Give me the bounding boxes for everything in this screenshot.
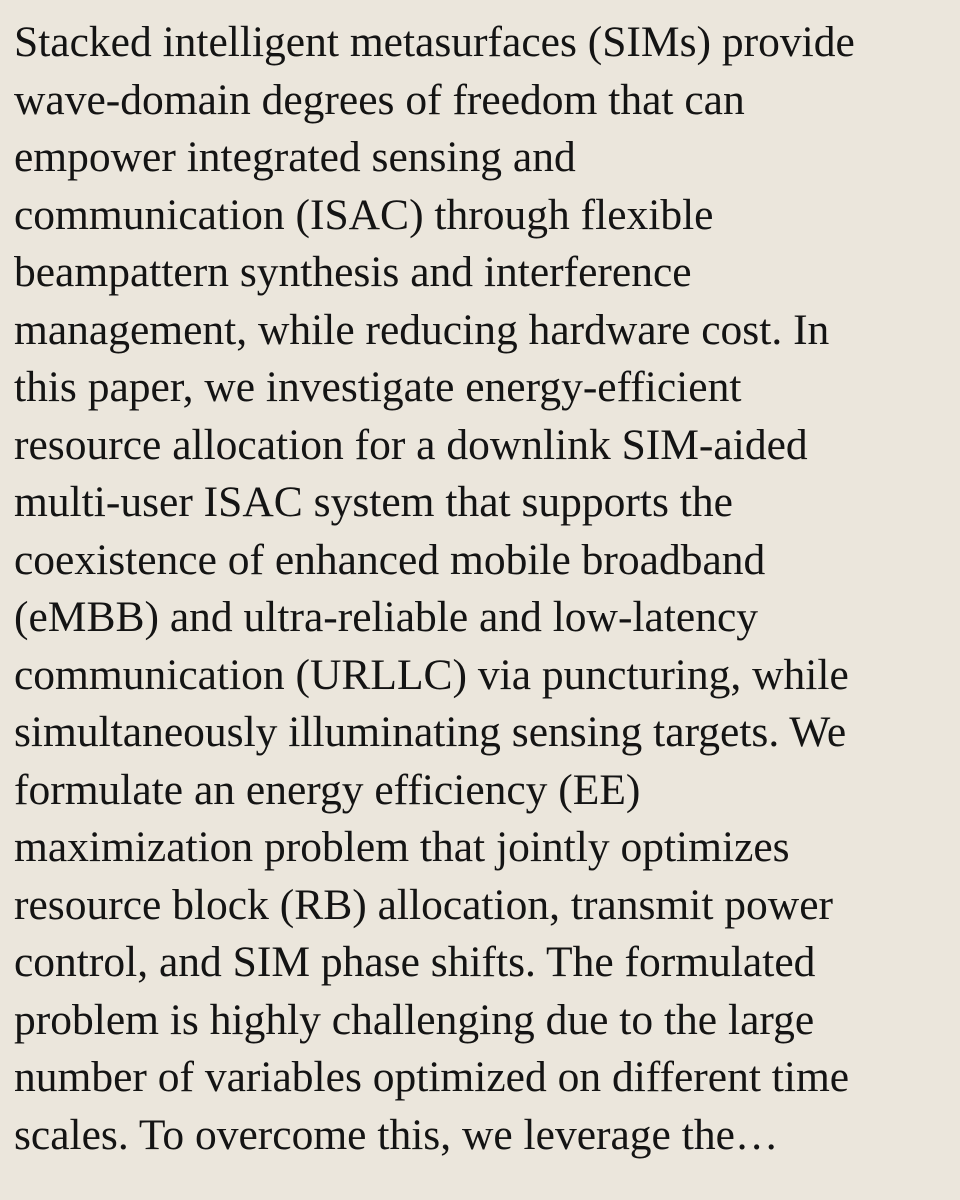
text-line: multi-user ISAC system that supports the: [14, 478, 733, 526]
text-line: scales. To overcome this, we leverage the…: [14, 1110, 779, 1159]
text-line: management, while reducing hardware cost. In: [14, 305, 830, 354]
text-line: maximization problem that jointly optimizes: [14, 823, 790, 871]
text-line: coexistence of enhanced mobile broadband: [14, 535, 766, 584]
text-line: Stacked intelligent metasurfaces (SIMs) provide: [14, 18, 855, 66]
text-line: wave-domain degrees of freedom that can: [14, 75, 745, 124]
text-line: communication (ISAC) through flexible: [14, 190, 714, 239]
text-line: control, and SIM phase shifts. The formulated: [14, 938, 816, 986]
text-line: number of variables optimized on different time: [14, 1053, 850, 1101]
text-line: beampattern synthesis and interference: [14, 248, 692, 296]
text-line: simultaneously illuminating sensing targets. We: [14, 708, 847, 756]
text-line: problem is highly challenging due to the large: [14, 995, 815, 1044]
text-line: this paper, we investigate energy-efficient: [14, 363, 742, 411]
abstract-text: [14, 14, 950, 1164]
text-line: formulate an energy efficiency (EE): [14, 765, 641, 814]
text-line: (eMBB) and ultra-reliable and low-latency: [14, 593, 759, 641]
text-line: communication (URLLC) via puncturing, while: [14, 650, 849, 699]
text-line: resource allocation for a downlink SIM-aided: [14, 420, 808, 469]
text-line: empower integrated sensing and: [14, 133, 576, 181]
text-line: resource block (RB) allocation, transmit power: [14, 880, 834, 929]
